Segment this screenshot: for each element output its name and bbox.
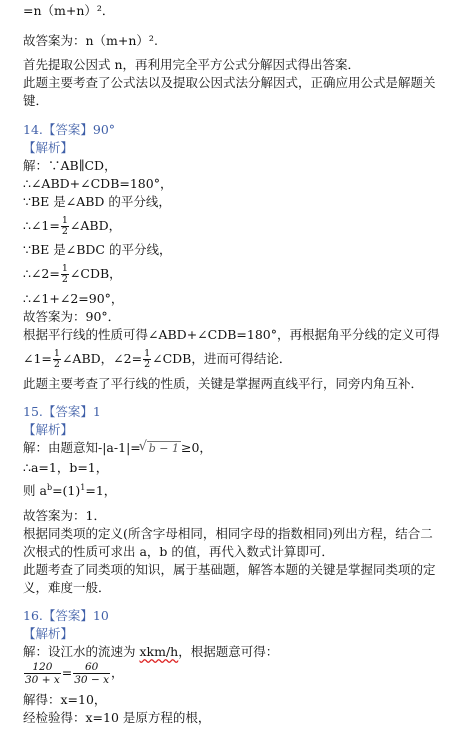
answer-heading-15: 15.【答案】1 bbox=[23, 404, 101, 419]
text-line: ∴a=1，b=1， bbox=[23, 460, 109, 475]
fraction bbox=[143, 349, 151, 370]
answer-heading-14: 14.【答案】90° bbox=[23, 122, 116, 137]
fraction-denominator: 30 − x bbox=[74, 674, 110, 686]
text-line: ∴∠1+∠2=90°， bbox=[23, 291, 124, 306]
text-line: 解得：x=10， bbox=[23, 692, 107, 707]
text-line: 故答案为：n（m+n）². bbox=[23, 33, 158, 48]
fraction-denominator: 2 bbox=[53, 359, 60, 370]
text-line: 此题主要考查了公式法以及提取公因式法分解因式，正确应用公式是解题关 bbox=[23, 75, 436, 90]
text-line: 经检验得：x=10 是原方程的根， bbox=[23, 710, 211, 725]
text-fragment: ， bbox=[111, 665, 124, 680]
text-line: ∵BE 是∠BDC 的平分线， bbox=[23, 242, 172, 257]
text-line bbox=[23, 483, 116, 499]
text-fragment: ∠CDB， bbox=[69, 266, 122, 281]
text-fragment: 解：由题意知-|a-1|= bbox=[23, 440, 141, 455]
text-fragment: =(1) bbox=[52, 483, 81, 498]
fraction-denominator: 30 + x bbox=[25, 674, 60, 686]
analysis-label-14: 【解析】 bbox=[23, 140, 74, 155]
fraction-denominator: 2 bbox=[61, 274, 68, 285]
text-line: 故答案为：90°． bbox=[23, 309, 121, 324]
fraction-numerator: 1 bbox=[61, 263, 68, 274]
fraction-denominator: 2 bbox=[144, 359, 151, 370]
text-fragment: ∴∠1= bbox=[23, 218, 60, 233]
text-fragment: ∴∠2= bbox=[23, 266, 60, 281]
superscript: b bbox=[46, 482, 53, 492]
analysis-label-15: 【解析】 bbox=[23, 422, 74, 437]
fraction bbox=[53, 349, 61, 370]
text-line bbox=[23, 440, 212, 457]
square-root bbox=[141, 441, 181, 457]
fraction-numerator: 1 bbox=[61, 215, 68, 226]
text-line bbox=[23, 264, 122, 285]
answer-heading-16: 16.【答案】10 bbox=[23, 608, 109, 623]
text-line: 此题考查了同类项的知识，属于基础题，解答本题的关键是掌握同类项的定 bbox=[23, 562, 436, 577]
text-fragment: 解：设江水的流速为 bbox=[23, 644, 140, 659]
fraction bbox=[73, 661, 110, 686]
text-fragment: ≥0， bbox=[181, 440, 212, 455]
text-line: 此题主要考查了平行线的性质，关键是掌握两直线平行，同旁内角互补． bbox=[23, 376, 424, 391]
text-line: 首先提取公因式 n，再利用完全平方公式分解因式得出答案． bbox=[23, 57, 361, 72]
text-line: 解：∵AB∥CD， bbox=[23, 158, 117, 173]
text-fragment: ∠ABD， bbox=[69, 218, 122, 233]
text-line bbox=[23, 216, 121, 237]
text-fragment: ∠CDB，进而可得结论． bbox=[152, 351, 292, 366]
radicand: b − 1 bbox=[148, 442, 179, 455]
analysis-label-16: 【解析】 bbox=[23, 626, 74, 641]
text-line: 次根式的性质可求出 a，b 的值，再代入数式计算即可． bbox=[23, 544, 334, 559]
fraction-denominator: 2 bbox=[61, 226, 68, 237]
fraction-numerator: 1 bbox=[144, 348, 151, 359]
text-line: ∴∠ABD+∠CDB=180°， bbox=[23, 176, 173, 191]
fraction bbox=[24, 661, 61, 686]
text-line bbox=[23, 349, 291, 370]
text-line: 根据平行线的性质可得∠ABD+∠CDB=180°，再根据角平分线的定义可得 bbox=[23, 327, 440, 342]
text-fragment: ∠1= bbox=[23, 351, 52, 366]
unit-text: xkm/h bbox=[139, 644, 179, 659]
text-line: 根据同类项的定义(所含字母相同，相同字母的指数相同)列出方程，结合二 bbox=[23, 526, 433, 541]
text-line: =n（m+n）²． bbox=[23, 3, 115, 18]
fraction-numerator: 60 bbox=[84, 661, 99, 673]
fraction bbox=[61, 264, 69, 285]
fraction-numerator: 120 bbox=[32, 661, 53, 673]
fraction bbox=[61, 216, 69, 237]
text-line: 故答案为：1． bbox=[23, 508, 106, 523]
equation-line bbox=[23, 661, 124, 686]
superscript: 1 bbox=[80, 482, 86, 492]
text-fragment: 则 a bbox=[23, 483, 47, 498]
fraction-numerator: 1 bbox=[53, 348, 60, 359]
equals-sign: = bbox=[61, 665, 73, 680]
text-fragment: ，根据题意可得： bbox=[178, 644, 279, 659]
text-fragment: =1， bbox=[85, 483, 117, 498]
text-line bbox=[23, 644, 278, 660]
text-fragment: ∠ABD，∠2= bbox=[61, 351, 143, 366]
text-line: 键． bbox=[23, 93, 49, 108]
text-line: 义，难度一般． bbox=[23, 580, 111, 595]
text-line: ∵BE 是∠ABD 的平分线， bbox=[23, 194, 171, 209]
